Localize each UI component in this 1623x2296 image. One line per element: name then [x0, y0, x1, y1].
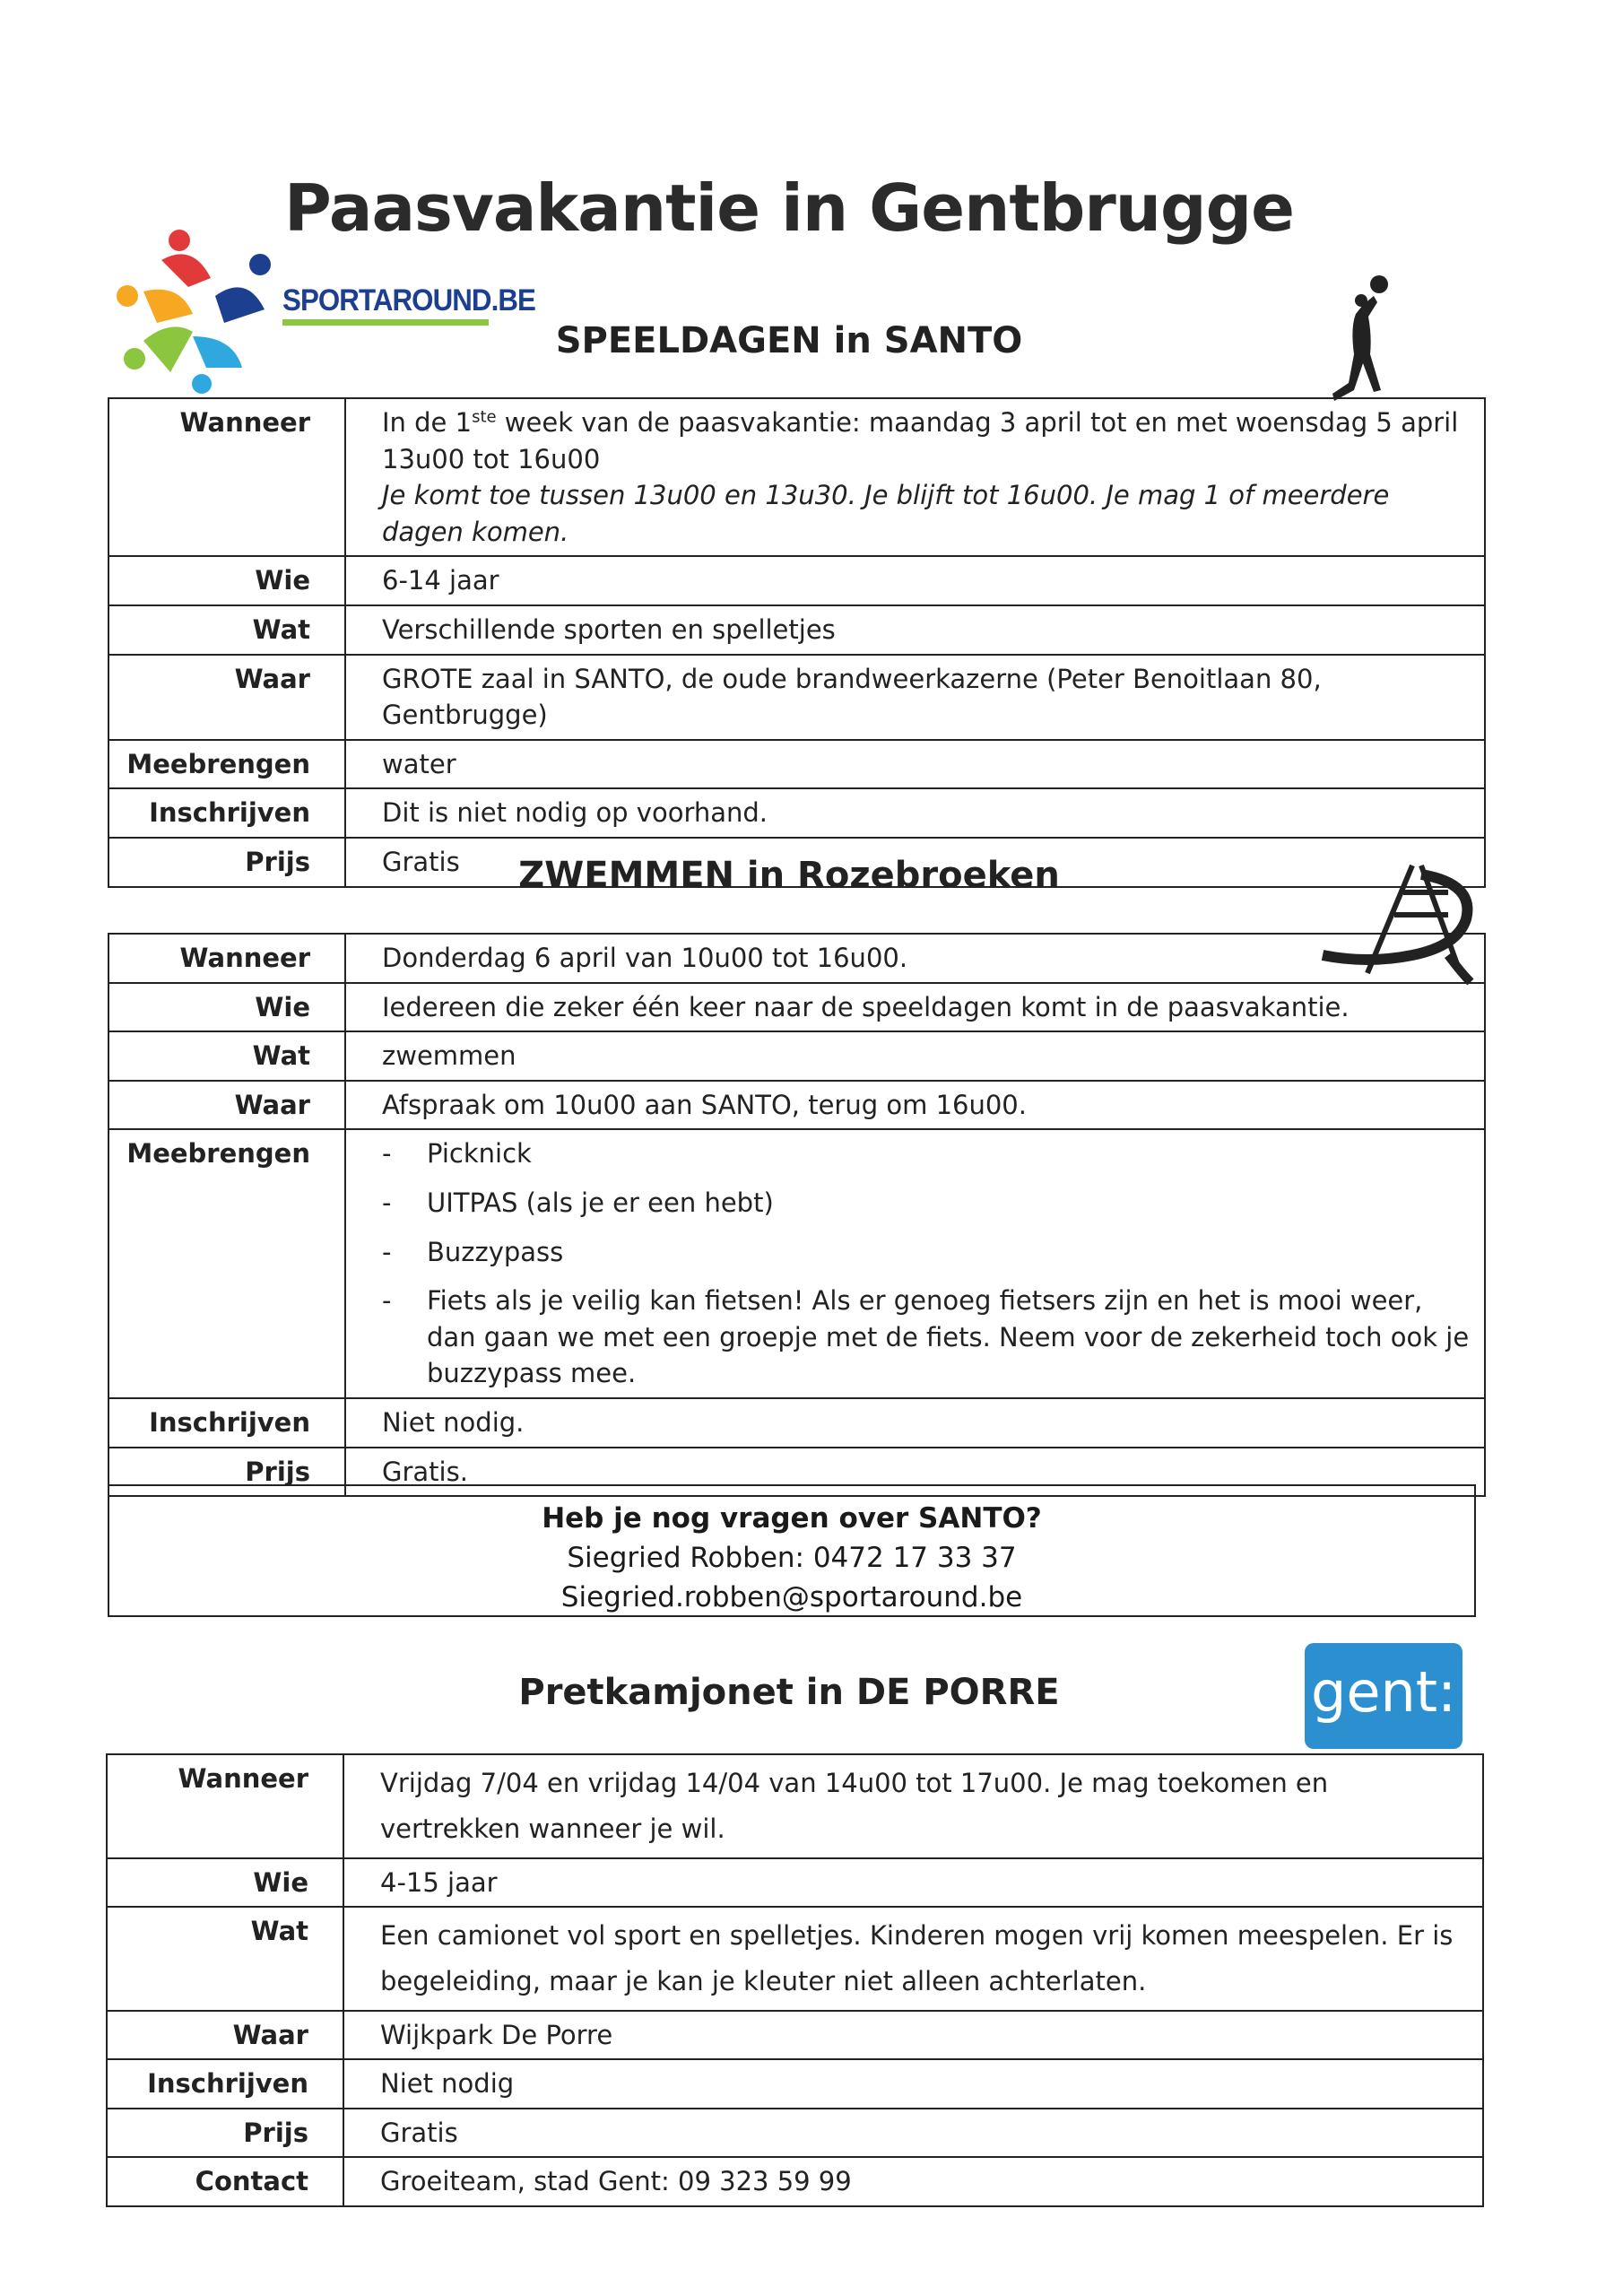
speeldagen-table: [108, 397, 1486, 888]
table-row: [107, 2109, 1483, 2158]
table-row: [108, 934, 1485, 983]
page-title: Paasvakantie in Gentbrugge: [284, 170, 1294, 246]
sportaround-logo: [108, 224, 535, 395]
row-value: Afspraak om 10u00 aan SANTO, terug om 16u00.: [345, 1081, 1485, 1130]
row-value: Verschillende sporten en spelletjes: [345, 605, 1485, 655]
row-label: Contact: [107, 2157, 343, 2206]
table-row: [108, 605, 1485, 655]
row-label: Wie: [107, 1858, 343, 1908]
table-row: [108, 1398, 1485, 1448]
row-value: Niet nodig: [343, 2059, 1483, 2109]
contact-person: Siegried Robben: 0472 17 33 37: [567, 1542, 1017, 1575]
table-row: [107, 2011, 1483, 2060]
row-label: Wie: [108, 556, 345, 605]
row-label: Waar: [108, 1081, 345, 1130]
row-label: Waar: [107, 2011, 343, 2060]
logo-text: SPORTAROUND.BE: [282, 283, 535, 317]
section-title-speeldagen: SPEELDAGEN in SANTO: [555, 320, 1023, 361]
row-label: Wat: [108, 605, 345, 655]
row-value: [345, 1129, 1485, 1398]
table-row: [108, 556, 1485, 605]
contact-box: [108, 1484, 1476, 1617]
pretkamjonet-table: [106, 1753, 1484, 2207]
row-label: Inschrijven: [108, 1398, 345, 1448]
row-label: Prijs: [108, 838, 345, 887]
list-item-text: Picknick: [427, 1138, 532, 1170]
section-title-pretkamjonet: Pretkamjonet in DE PORRE: [518, 1672, 1060, 1713]
row-value: Vrijdag 7/04 en vrijdag 14/04 van 14u00 tot 17u00. Je mag toekomen en vertrekken wanneer je wil.: [343, 1754, 1483, 1858]
table-row: [108, 788, 1485, 838]
row-label: Wanneer: [107, 1754, 343, 1858]
wanneer-line-1: In de 1ste week van de paasvakantie: maandag 3 april tot en met woensdag 5 april: [382, 407, 1459, 438]
row-label: Wat: [108, 1031, 345, 1081]
table-row: [108, 983, 1485, 1032]
row-label: Waar: [108, 655, 345, 740]
row-label: Wie: [108, 983, 345, 1032]
wanneer-line-3: Je komt toe tussen 13u00 en 13u30. Je blijft tot 16u00. Je mag 1 of meerdere dagen komen.: [382, 480, 1390, 547]
table-row: [108, 1129, 1485, 1398]
row-label: Prijs: [107, 2109, 343, 2158]
row-label: Inschrijven: [107, 2059, 343, 2109]
row-value: 6-14 jaar: [345, 556, 1485, 605]
table-row: [107, 2059, 1483, 2109]
row-value: GROTE zaal in SANTO, de oude brandweerkazerne (Peter Benoitlaan 80, Gentbrugge): [345, 655, 1485, 740]
list-item: - Buzzypass: [382, 1234, 1471, 1271]
table-row: [107, 1858, 1483, 1908]
table-row: [108, 1081, 1485, 1130]
table-row: [108, 1031, 1485, 1081]
list-item-text: Fiets als je veilig kan fietsen! Als er genoeg fietsers zijn en het is mooi weer, dan gaan we met een groepje met de fiets. Neem voor de zekerheid toch ook je buzzypass mee.: [427, 1285, 1470, 1389]
row-value: Gratis.: [345, 1448, 1485, 1497]
section-title-zwemmen: ZWEMMEN in Rozebroeken: [518, 855, 1060, 896]
list-item-text: Buzzypass: [427, 1236, 564, 1267]
row-value: Groeiteam, stad Gent: 09 323 59 99: [343, 2157, 1483, 2206]
row-label: Wat: [107, 1907, 343, 2011]
list-item: - UITPAS (als je er een hebt): [382, 1185, 1471, 1222]
list-item: - Picknick: [382, 1135, 1471, 1172]
row-label: Meebrengen: [108, 1129, 345, 1398]
row-value: zwemmen: [345, 1031, 1485, 1081]
table-row: [107, 1907, 1483, 2011]
sportaround-logo-icon: [108, 224, 278, 395]
table-row: [107, 1754, 1483, 1858]
list-item: - Fiets als je veilig kan fietsen! Als er genoeg fietsers zijn en het is mooi weer, dan gaan we met een groepje met de fiets. Neem voor de zekerheid toch ook je buzzypass mee.: [382, 1283, 1471, 1392]
gent-logo: gent:: [1305, 1643, 1462, 1749]
contact-email[interactable]: Siegried.robben@sportaround.be: [560, 1581, 1023, 1614]
table-row: [108, 398, 1485, 556]
row-label: Inschrijven: [108, 788, 345, 838]
row-value: 4-15 jaar: [343, 1858, 1483, 1908]
row-value: Een camionet vol sport en spelletjes. Kinderen mogen vrij komen meespelen. Er is begeleiding, maar je kan je kleuter niet alleen achterlaten.: [343, 1907, 1483, 2011]
table-row: [108, 655, 1485, 740]
row-label: Prijs: [108, 1448, 345, 1497]
row-value: Niet nodig.: [345, 1398, 1485, 1448]
row-value: [345, 398, 1485, 556]
zwemmen-table: [108, 933, 1486, 1497]
row-value: Gratis: [345, 838, 1485, 887]
row-value: Wijkpark De Porre: [343, 2011, 1483, 2060]
row-label: Wanneer: [108, 934, 345, 983]
row-value: Gratis: [343, 2109, 1483, 2158]
table-row: [107, 2157, 1483, 2206]
list-item-text: UITPAS (als je er een hebt): [427, 1187, 774, 1218]
table-row: [108, 740, 1485, 789]
row-value: Donderdag 6 april van 10u00 tot 16u00.: [345, 934, 1485, 983]
row-value: Iedereen die zeker één keer naar de speeldagen komt in de paasvakantie.: [345, 983, 1485, 1032]
row-label: Wanneer: [108, 398, 345, 556]
row-label: Meebrengen: [108, 740, 345, 789]
contact-question: Heb je nog vragen over SANTO?: [542, 1502, 1042, 1535]
row-value: Dit is niet nodig op voorhand.: [345, 788, 1485, 838]
row-value: water: [345, 740, 1485, 789]
wanneer-line-2: 13u00 tot 16u00: [382, 443, 601, 474]
